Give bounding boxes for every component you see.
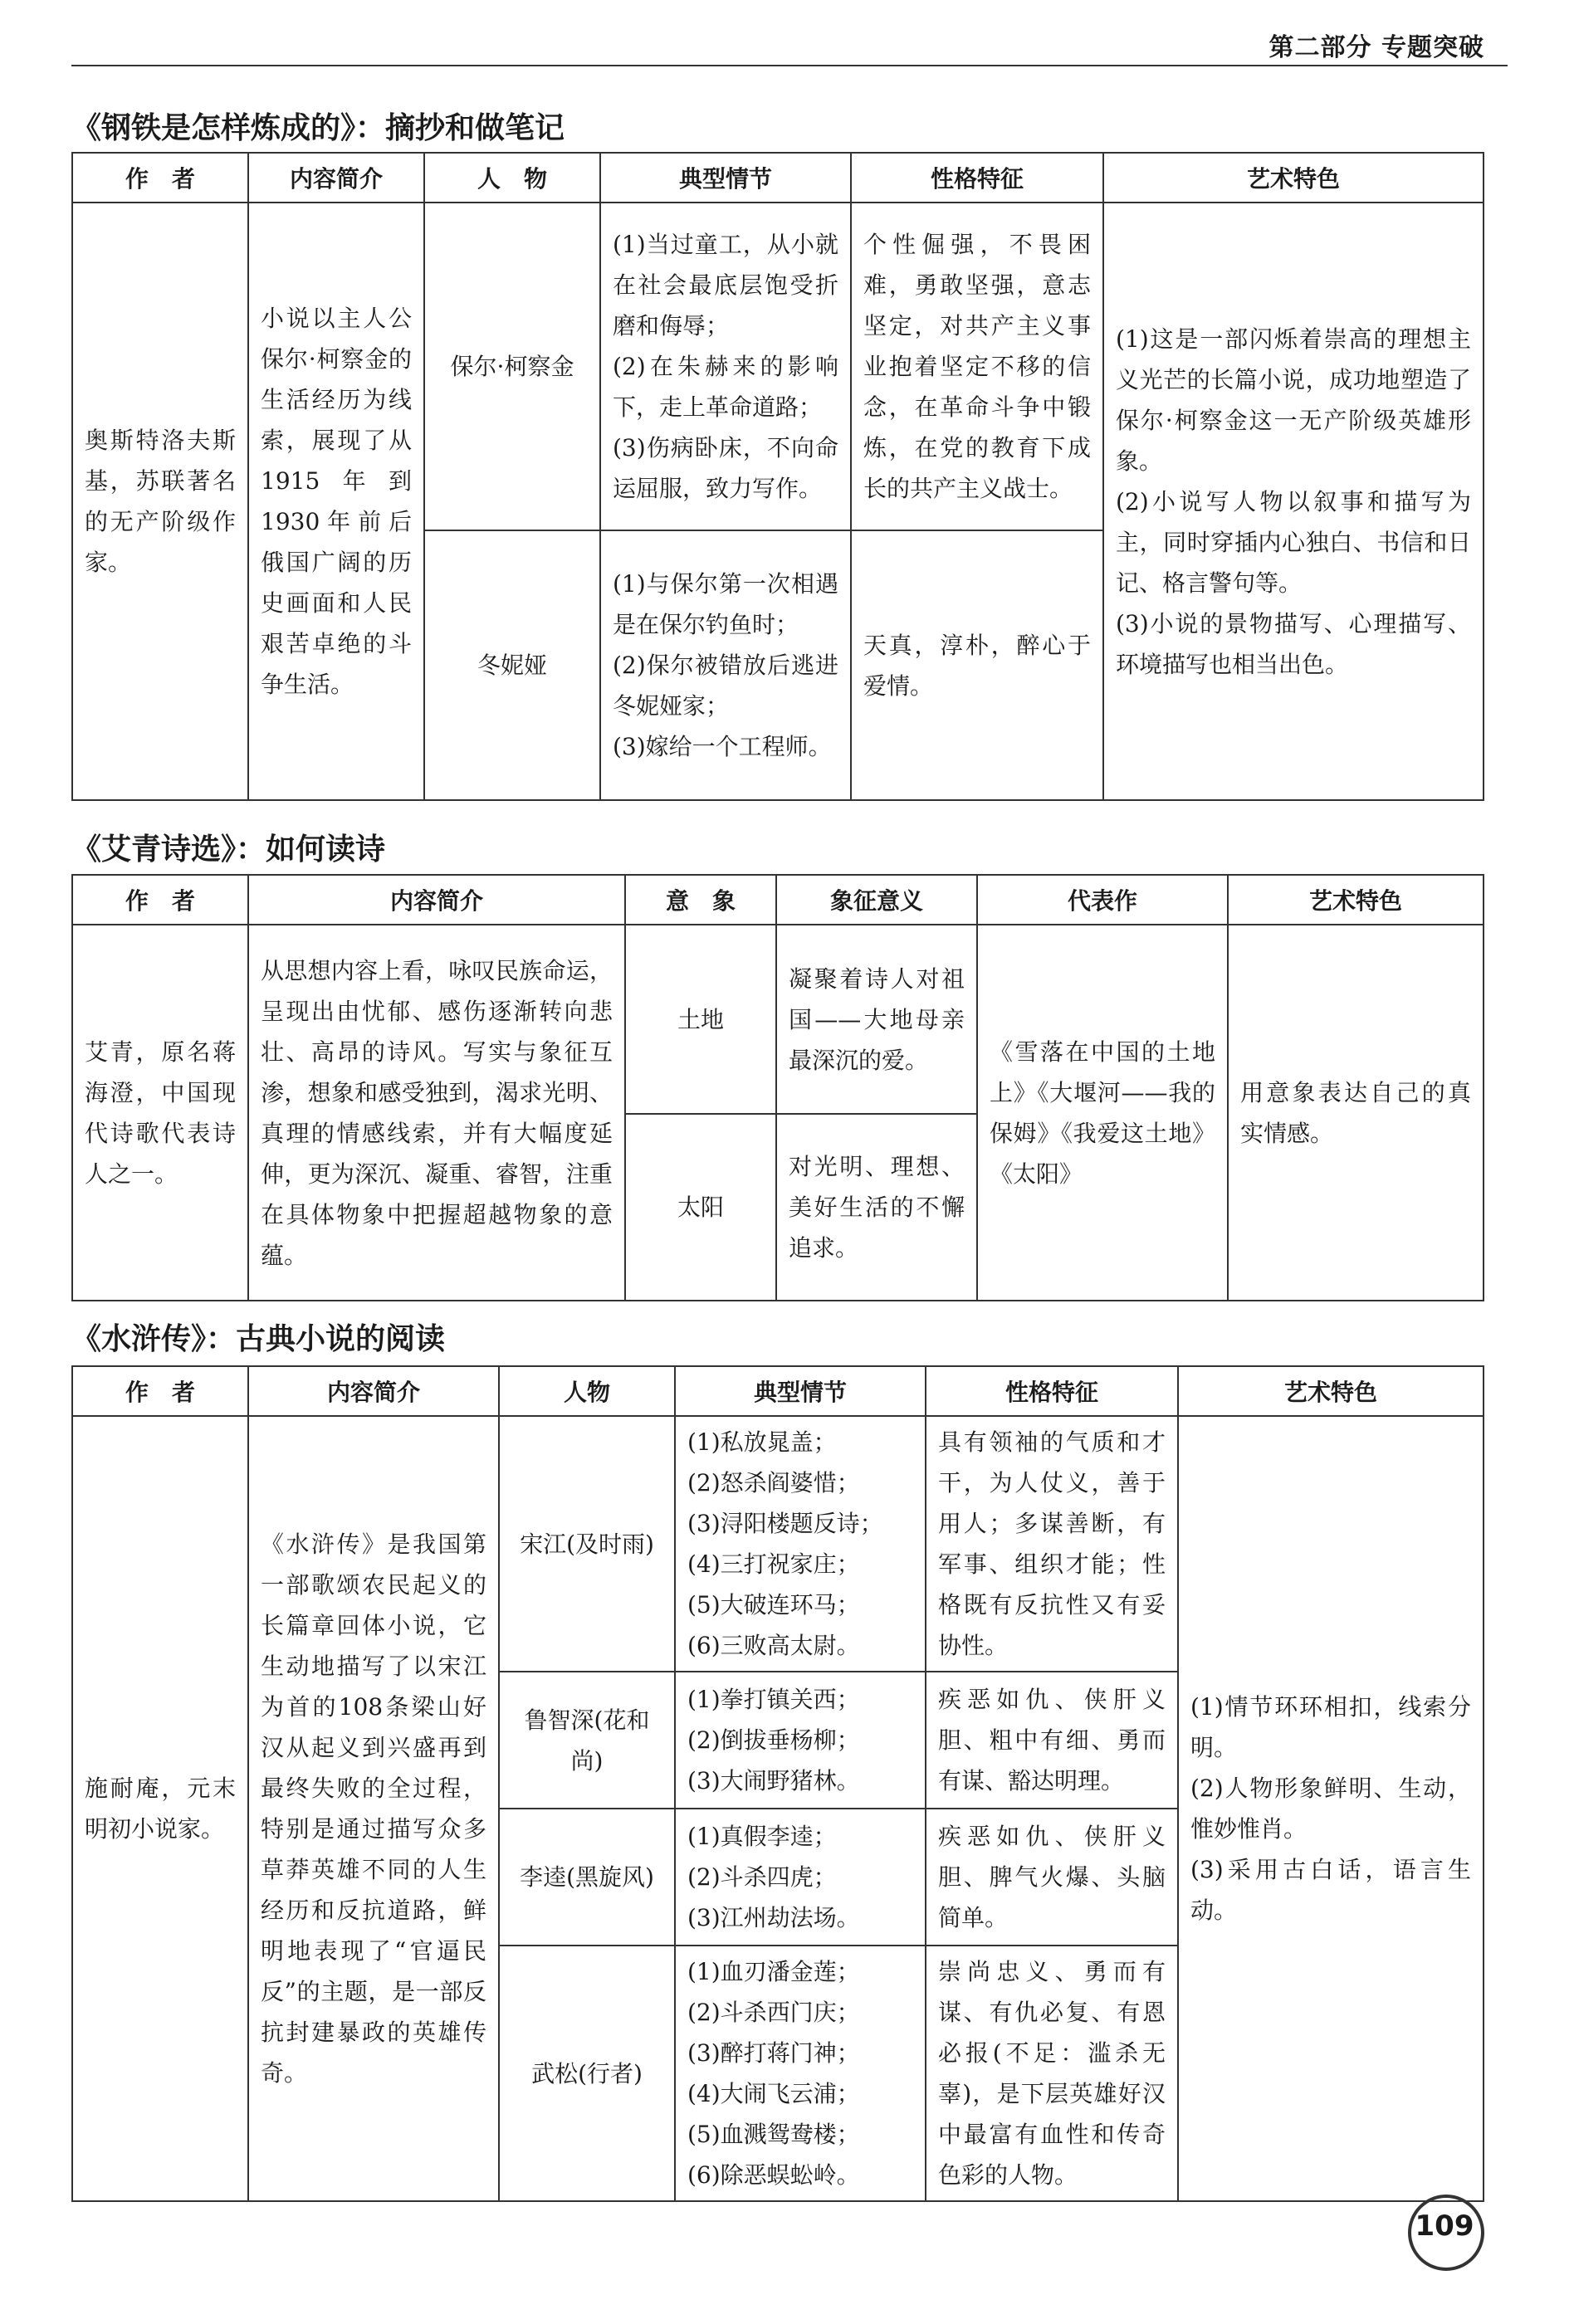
plot-item: (1)血刃潘金莲； xyxy=(687,1958,860,1985)
table-row xyxy=(72,203,1484,530)
person-cell: 李逵(黑旋风) xyxy=(499,1809,675,1946)
header-person: 人物 xyxy=(499,1366,675,1416)
person-cell: 鲁智深(花和尚) xyxy=(499,1672,675,1809)
plot-item: (3)醉打蒋门神； xyxy=(687,2039,860,2067)
art-item: (3)小说的景物描写、心理描写、环境描写也相当出色。 xyxy=(1116,609,1471,678)
trait-cell: 疾恶如仇、侠肝义胆、粗中有细、勇而有谋、豁达明理。 xyxy=(926,1672,1178,1809)
plot-item: (3)嫁给一个工程师。 xyxy=(613,733,832,760)
section-title-2: 《艾青诗选》：如何读诗 xyxy=(71,832,386,867)
header-person: 人 物 xyxy=(424,153,600,203)
table-shuihu xyxy=(71,1365,1484,2202)
plot-item: (3)伤病卧床，不向命运屈服，致力写作。 xyxy=(613,434,838,502)
art-item: (3)采用古白话，语言生动。 xyxy=(1190,1856,1471,1924)
trait-cell: 崇尚忠义、勇而有谋、有仇必复、有恩必报(不足：滥杀无辜)，是下层英雄好汉中最富有血性和传奇色彩的人物。 xyxy=(926,1946,1178,2201)
header-meaning: 象征意义 xyxy=(776,875,977,925)
header-text: 第二部分 专题突破 xyxy=(1268,33,1484,62)
table-header-row xyxy=(72,1366,1484,1416)
plot-item: (2)斗杀四虎； xyxy=(687,1863,837,1891)
header-art: 艺术特色 xyxy=(1178,1366,1484,1416)
plot-item: (2)在朱赫来的影响下，走上革命道路； xyxy=(613,353,838,421)
header-author: 作 者 xyxy=(72,875,248,925)
trait-cell: 天真，淳朴，醉心于爱情。 xyxy=(851,530,1103,800)
author-cell: 奥斯特洛夫斯基，苏联著名的无产阶级作家。 xyxy=(72,203,248,800)
page-number-badge xyxy=(1405,2191,1484,2271)
header-summary: 内容简介 xyxy=(248,1366,499,1416)
plot-item: (2)倒拔垂杨柳； xyxy=(687,1726,860,1754)
plot-item: (1)当过童工，从小就在社会最底层饱受折磨和侮辱； xyxy=(613,231,838,339)
plot-item: (3)江州劫法场。 xyxy=(687,1904,860,1931)
plot-item: (5)血溅鸳鸯楼； xyxy=(687,2121,860,2148)
header-works: 代表作 xyxy=(977,875,1228,925)
person-cell: 宋江(及时雨) xyxy=(499,1416,675,1672)
header-image: 意 象 xyxy=(625,875,776,925)
page-number: 109 xyxy=(1415,2209,1474,2243)
person-cell: 冬妮娅 xyxy=(424,530,600,800)
plot-item: (3)大闹野猪林。 xyxy=(687,1767,860,1794)
table-gangtie xyxy=(71,152,1484,801)
header-art: 艺术特色 xyxy=(1228,875,1484,925)
table-header-row xyxy=(72,153,1484,203)
plot-item: (6)除恶蜈蚣岭。 xyxy=(687,2161,860,2189)
plot-item: (5)大破连环马； xyxy=(687,1591,860,1618)
header-trait: 性格特征 xyxy=(926,1366,1178,1416)
summary-cell: 《水浒传》是我国第一部歌颂农民起义的长篇章回体小说，它生动地描写了以宋江为首的108条梁山好汉从起义到兴盛再到最终失败的全过程，特别是通过描写众多草莽英雄不同的人生经历和反抗道路，鲜明地表现了“官逼民反”的主题，是一部反抗封建暴政的英雄传奇。 xyxy=(248,1416,499,2201)
plot-item: (2)保尔被错放后逃进冬妮娅家； xyxy=(613,652,838,720)
art-item: (2)人物形象鲜明、生动，惟妙惟肖。 xyxy=(1190,1775,1471,1843)
art-cell xyxy=(1103,203,1484,800)
image-cell: 太阳 xyxy=(625,1114,776,1301)
header-author: 作 者 xyxy=(72,153,248,203)
trait-cell: 疾恶如仇、侠肝义胆、脾气火爆、头脑简单。 xyxy=(926,1809,1178,1946)
plot-item: (1)与保尔第一次相遇是在保尔钓鱼时； xyxy=(613,570,838,638)
meaning-cell: 凝聚着诗人对祖国——大地母亲最深沉的爱。 xyxy=(776,925,977,1114)
header-rule xyxy=(71,65,1508,66)
header-plot: 典型情节 xyxy=(600,153,851,203)
table-aiqing xyxy=(71,874,1484,1301)
table-header-row xyxy=(72,875,1484,925)
plot-item: (1)真假李逵； xyxy=(687,1823,837,1850)
plot-cell xyxy=(600,203,851,530)
person-cell: 保尔·柯察金 xyxy=(424,203,600,530)
trait-cell: 具有领袖的气质和才干，为人仗义，善于用人；多谋善断，有军事、组织才能；性格既有反抗性又有妥协性。 xyxy=(926,1416,1178,1672)
header-author: 作 者 xyxy=(72,1366,248,1416)
section-title-1: 《钢铁是怎样炼成的》：摘抄和做笔记 xyxy=(71,111,565,145)
author-cell: 施耐庵，元末明初小说家。 xyxy=(72,1416,248,2201)
plot-item: (2)怒杀阎婆惜； xyxy=(687,1469,860,1496)
plot-item: (1)拳打镇关西； xyxy=(687,1686,860,1713)
summary-cell: 从思想内容上看，咏叹民族命运，呈现出由忧郁、感伤逐渐转向悲壮、高昂的诗风。写实与象征互渗，想象和感受独到，渴求光明、真理的情感线索，并有大幅度延伸，更为深沉、凝重、睿智，注重在具体物象中把握超越物象的意蕴。 xyxy=(248,925,625,1301)
plot-cell xyxy=(675,1672,926,1809)
trait-cell: 个性倔强，不畏困难，勇敢坚强，意志坚定，对共产主义事业抱着坚定不移的信念，在革命斗争中锻炼，在党的教育下成长的共产主义战士。 xyxy=(851,203,1103,530)
plot-cell xyxy=(675,1809,926,1946)
plot-cell xyxy=(675,1946,926,2201)
art-item: (1)情节环环相扣，线索分明。 xyxy=(1190,1693,1471,1761)
table-row xyxy=(72,925,1484,1114)
plot-item: (1)私放晁盖； xyxy=(687,1428,837,1456)
art-cell: 用意象表达自己的真实情感。 xyxy=(1228,925,1484,1301)
table-row xyxy=(72,1416,1484,1672)
person-cell: 武松(行者) xyxy=(499,1946,675,2201)
plot-item: (3)浔阳楼题反诗； xyxy=(687,1510,883,1537)
author-cell: 艾青，原名蒋海澄，中国现代诗歌代表诗人之一。 xyxy=(72,925,248,1301)
art-cell xyxy=(1178,1416,1484,2201)
header-summary: 内容简介 xyxy=(248,875,625,925)
works-cell: 《雪落在中国的土地上》《大堰河——我的保姆》《我爱这土地》《太阳》 xyxy=(977,925,1228,1301)
page-header xyxy=(71,25,1508,66)
art-item: (2)小说写人物以叙事和描写为主，同时穿插内心独白、书信和日记、格言警句等。 xyxy=(1116,487,1471,597)
art-item: (1)这是一部闪烁着崇高的理想主义光芒的长篇小说，成功地塑造了保尔·柯察金这一无产阶级英雄形象。 xyxy=(1116,325,1471,475)
header-plot: 典型情节 xyxy=(675,1366,926,1416)
summary-cell: 小说以主人公保尔·柯察金的生活经历为线索，展现了从1915年到1930年前后俄国广阔的历史画面和人民艰苦卓绝的斗争生活。 xyxy=(248,203,424,800)
plot-item: (4)大闹飞云浦； xyxy=(687,2080,860,2107)
header-trait: 性格特征 xyxy=(851,153,1103,203)
plot-item: (6)三败高太尉。 xyxy=(687,1632,860,1659)
plot-cell xyxy=(675,1416,926,1672)
plot-item: (2)斗杀西门庆； xyxy=(687,1999,860,2026)
meaning-cell: 对光明、理想、美好生活的不懈追求。 xyxy=(776,1114,977,1301)
image-cell: 土地 xyxy=(625,925,776,1114)
plot-cell xyxy=(600,530,851,800)
section-title-3: 《水浒传》：古典小说的阅读 xyxy=(71,1322,446,1356)
plot-item: (4)三打祝家庄； xyxy=(687,1550,860,1578)
header-summary: 内容简介 xyxy=(248,153,424,203)
header-art: 艺术特色 xyxy=(1103,153,1484,203)
